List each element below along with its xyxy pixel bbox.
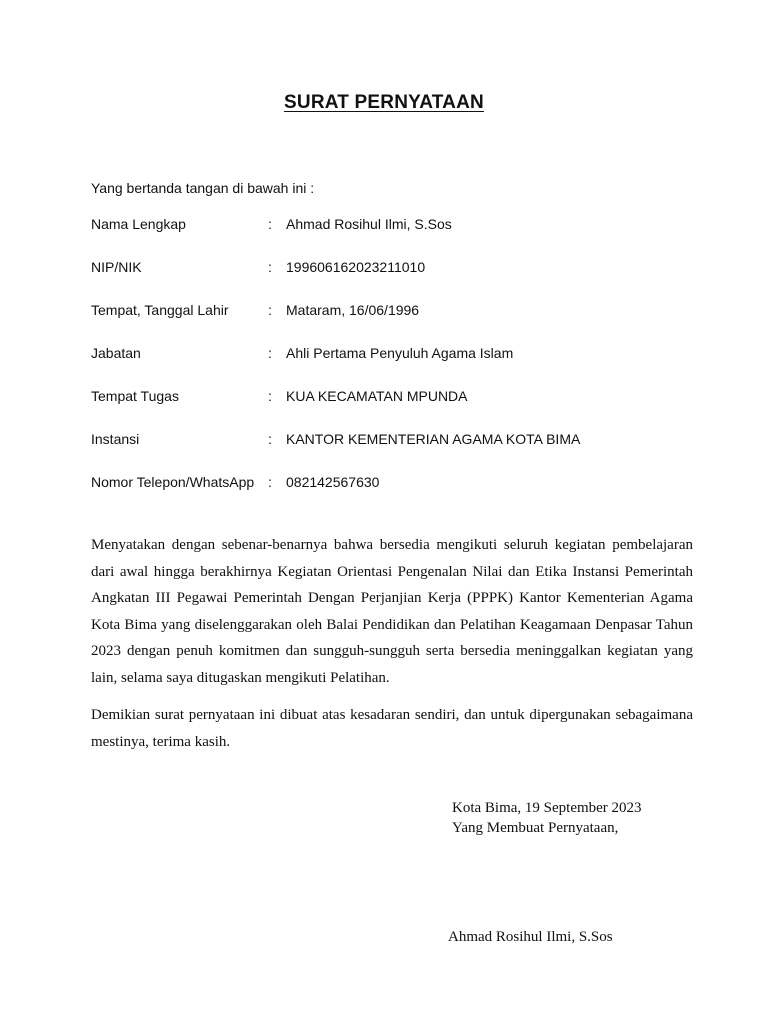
signatory-name: Ahmad Rosihul Ilmi, S.Sos xyxy=(448,929,613,945)
field-colon: : xyxy=(268,388,272,404)
field-row-nomor-telepon xyxy=(91,474,691,494)
field-label: NIP/NIK xyxy=(91,259,142,275)
field-value: KANTOR KEMENTERIAN AGAMA KOTA BIMA xyxy=(286,431,581,447)
field-row-nip-nik xyxy=(91,259,691,279)
field-value: 199606162023211010 xyxy=(286,259,426,275)
statement-paragraph: Menyatakan dengan sebenar-benarnya bahwa bersedia mengikuti seluruh kegiatan pembelajaran dari awal hingga berakhirnya Kegiatan Orientasi Pengenalan Nilai dan Etika Instansi Pemerintah Angkatan III Pegawai Pemerintah Dengan Perjanjian Kerja (PPPK) Kantor Kementerian Agama Kota Bima yang diselenggarakan oleh Balai Pendidikan dan Pelatihan Keagamaan Denpasar Tahun 2023 dengan penuh komitmen dan sungguh-sungguh serta bersedia meninggalkan kegiatan yang lain, selama saya ditugaskan mengikuti Pelatihan. xyxy=(91,537,693,686)
intro-text: Yang bertanda tangan di bawah ini : xyxy=(91,180,315,196)
field-row-instansi xyxy=(91,431,691,451)
field-label: Tempat, Tanggal Lahir xyxy=(91,302,229,318)
field-value: Mataram, 16/06/1996 xyxy=(286,302,420,318)
field-label: Tempat Tugas xyxy=(91,388,179,404)
field-row-tempat-tanggal-lahir xyxy=(91,302,691,322)
field-value: Ahli Pertama Penyuluh Agama Islam xyxy=(286,345,514,361)
field-label: Instansi xyxy=(91,431,140,447)
field-value: KUA KECAMATAN MPUNDA xyxy=(286,388,468,404)
field-value: Ahmad Rosihul Ilmi, S.Sos xyxy=(286,216,452,232)
field-label: Nomor Telepon/WhatsApp xyxy=(91,474,255,490)
field-label: Nama Lengkap xyxy=(91,216,186,232)
field-colon: : xyxy=(268,259,272,275)
field-row-jabatan xyxy=(91,345,691,365)
document-title: SURAT PERNYATAAN xyxy=(284,92,484,113)
closing-paragraph: Demikian surat pernyataan ini dibuat atas kesadaran sendiri, dan untuk dipergunakan sebagaimana mestinya, terima kasih. xyxy=(91,707,693,750)
signature-closing: Yang Membuat Pernyataan, xyxy=(452,820,619,836)
field-colon: : xyxy=(268,216,272,232)
field-colon: : xyxy=(268,302,272,318)
field-colon: : xyxy=(268,345,272,361)
field-row-nama-lengkap xyxy=(91,216,691,236)
field-colon: : xyxy=(268,431,272,447)
signature-place-date: Kota Bima, 19 September 2023 xyxy=(452,800,642,816)
field-label: Jabatan xyxy=(91,345,141,361)
field-colon: : xyxy=(268,474,272,490)
field-value: 082142567630 xyxy=(286,474,380,490)
field-row-tempat-tugas xyxy=(91,388,691,408)
